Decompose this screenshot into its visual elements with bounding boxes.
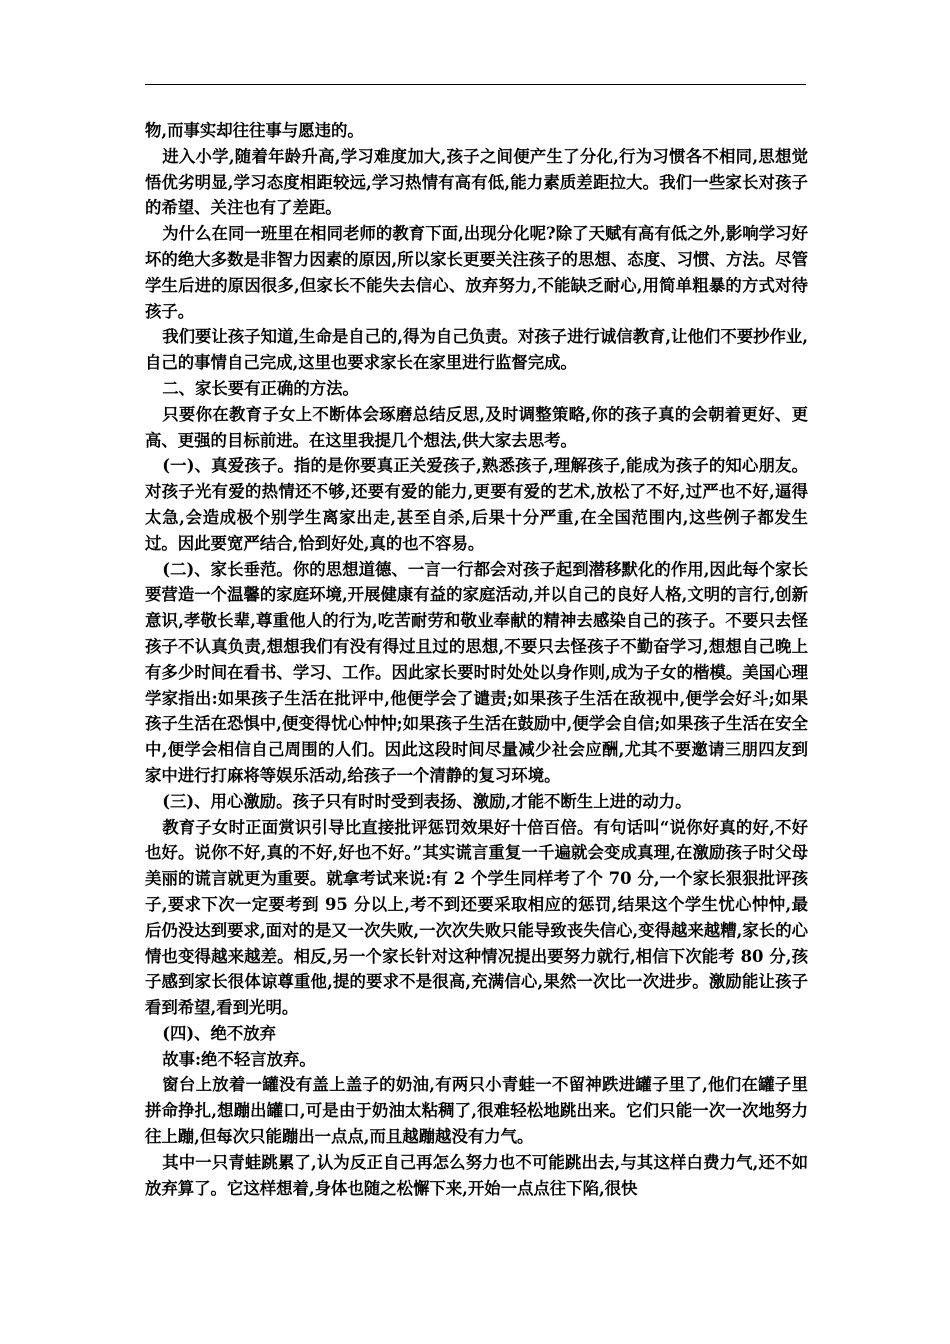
paragraph: 窗台上放着一罐没有盖上盖子的奶油,有两只小青蛙一不留神跌进罐子里了,他们在罐子里拼命挣扎,想蹦出罐口,可是由于奶油太粘稠了,很难轻松地跳出来。它们只能一次一次地努力往上蹦,但每次只能蹦出一点点,而且越蹦越没有力气。 bbox=[145, 1075, 808, 1147]
paragraph: (二)、家长垂范。你的思想道德、一言一行都会对孩子起到潜移默化的作用,因此每个家长要营造一个温馨的家庭环境,开展健康有益的家庭活动,并以自己的良好人格,文明的言行,创新意识,孝敬长辈,尊重他人的行为,吃苦耐劳和敬业奉献的精神去感染自己的孩子。不要只去怪孩子不认真负责,想想我们有没有得过且过的思想,不要只去怪孩子不勤奋学习,想想自己晚上有多少时间在看书、学习、工作。因此家长要时时处处以身作则,成为子女的楷模。美国心理学家指出:如果孩子生活在批评中,他便学会了谴责;如果孩子生活在敌视中,便学会好斗;如果孩子生活在恐惧中,便变得忧心忡忡;如果孩子生活在鼓励中,便学会自信;如果孩子生活在安全中,便学会相信自己周围的人们。因此这段时间尽量减少社会应酬,尤其不要邀请三朋四友到家中进行打麻将等娱乐活动,给孩子一个清静的复习环境。 bbox=[145, 559, 808, 785]
paragraph: 为什么在同一班里在相同老师的教育下面,出现分化呢?除了天赋有高有低之外,影响学习好坏的绝大多数是非智力因素的原因,所以家长更要关注孩子的思想、态度、习惯、方法。尽管学生后进的原因很多,但家长不能失去信心、放弃努力,不能缺乏耐心,用简单粗暴的方式对待孩子。 bbox=[145, 224, 808, 321]
paragraph: (三)、用心激励。孩子只有时时受到表扬、激励,才能不断生上进的动力。 bbox=[162, 791, 692, 811]
header-rule bbox=[145, 84, 806, 85]
story-title: 故事:绝不轻言放弃。 bbox=[162, 1049, 316, 1069]
paragraph: 物,而事实却往往事与愿违的。 bbox=[145, 121, 364, 140]
subsection-heading: (四)、绝不放弃 bbox=[162, 1023, 277, 1043]
paragraph: 我们要让孩子知道,生命是自己的,得为自己负责。对孩子进行诚信教育,让他们不要抄作业,自己的事情自己完成,这里也要求家长在家里进行监督完成。 bbox=[145, 327, 808, 373]
paragraph: 其中一只青蛙跳累了,认为反正自己再怎么努力也不可能跳出去,与其这样白费力气,还不如放弃算了。它这样想着,身体也随之松懈下来,开始一点点往下陷,很快 bbox=[145, 1152, 808, 1198]
paragraph: (一)、真爱孩子。指的是你要真正关爱孩子,熟悉孩子,理解孩子,能成为孩子的知心朋友。对孩子光有爱的热情还不够,还要有爱的能力,更要有爱的艺术,放松了不好,过严也不好,逼得太急,会造成极个别学生离家出走,甚至自杀,后果十分严重,在全国范围内,这些例子都发生过。因此要宽严结合,恰到好处,真的也不容易。 bbox=[145, 456, 808, 553]
paragraph: 只要你在教育子女上不断体会琢磨总结反思,及时调整策略,你的孩子真的会朝着更好、更高、更强的目标前进。在这里我提几个想法,供大家去思考。 bbox=[145, 404, 808, 450]
document-body bbox=[145, 118, 808, 1201]
paragraph: 教育子女时正面赏识引导比直接批评惩罚效果好十倍百倍。有句话叫“说你好真的好,不好也好。说你不好,真的不好,好也不好。”其实谎言重复一千遍就会变成真理,在激励孩子时父母美丽的谎言就更为重要。就拿考试来说:有 2 个学生同样考了个 70 分,一个家长狠狠批评孩子,要求下次一定要考到 95 分以上,考不到还要采取相应的惩罚,结果这个学生忧心忡忡,最后仍没达到要求,面对的是又一次失败,一次次失败只能导致丧失信心,变得越来越糟,家长的心情也变得越来越差。相反,另一个家长针对这种情况提出要努力就行,相信下次能考 80 分,孩子感到家长很体谅尊重他,提的要求不是很高,充满信心,果然一次比一次进步。激励能让孩子看到希望,看到光明。 bbox=[145, 817, 808, 1018]
section-heading: 二、家长要有正确的方法。 bbox=[162, 378, 359, 398]
paragraph: 进入小学,随着年龄升高,学习难度加大,孩子之间便产生了分化,行为习惯各不相同,思想觉悟优劣明显,学习态度相距较远,学习热情有高有低,能力素质差距拉大。我们一些家长对孩子的希望、关注也有了差距。 bbox=[145, 146, 808, 218]
